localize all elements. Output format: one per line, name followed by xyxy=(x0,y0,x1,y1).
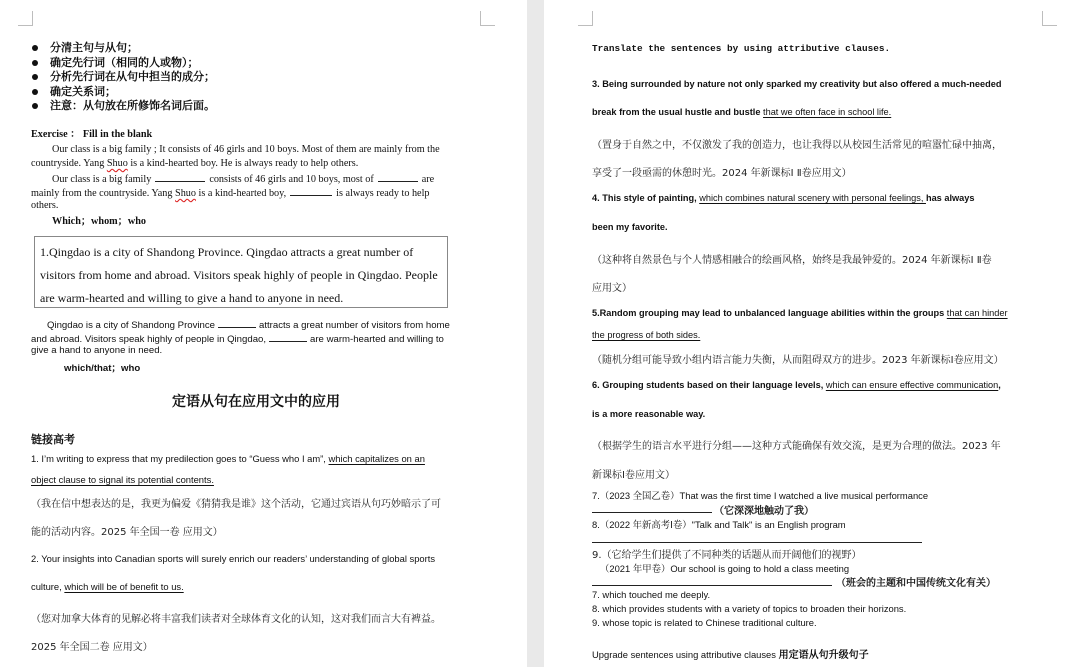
translation-3: （置身于自然之中，不仅激发了我的创造力，也让我得以从校园生活常见的喧嚣忙碌中抽离， xyxy=(592,140,1002,151)
box-line: 1.Qingdao is a city of Shandong Province. Qingdao attracts a great number of xyxy=(40,245,414,259)
document-page-left xyxy=(0,0,527,667)
translation-6: 新课标Ⅰ卷应用文） xyxy=(592,470,675,481)
answer-item: 7. which touched me deeply. xyxy=(592,589,711,600)
exercise-text: countryside. Yang Shuo is a kind-hearted boy. He is always ready to help others. xyxy=(31,158,359,169)
blank-field[interactable] xyxy=(378,171,418,182)
bullet-icon xyxy=(32,45,38,51)
sentence-8: 8.（2022 年新高考Ⅰ卷）"Talk and Talk" is an English program xyxy=(592,519,846,530)
footer-note: Upgrade sentences using attributive clauses 用定语从句升级句子 xyxy=(592,649,869,661)
fill-text: give a hand to anyone in need. xyxy=(31,345,163,356)
sentence-3: 3. Being surrounded by nature not only sparked my creativity but also offered a much-needed xyxy=(592,79,1002,89)
hint-7: （它深深地触动了我） xyxy=(714,506,814,517)
bullet-icon xyxy=(32,60,38,66)
answer-line[interactable] xyxy=(592,512,712,513)
item-translation: 能的活动内容。2025 年全国一卷 应用文） xyxy=(31,527,223,538)
blank-field[interactable] xyxy=(290,185,332,196)
hint-9b: （班会的主题和中国传统文化有关） xyxy=(836,578,996,589)
example-box xyxy=(34,236,448,308)
crop-mark xyxy=(480,11,495,26)
bullet-icon xyxy=(32,103,38,109)
instruction: Translate the sentences by using attributive clauses. xyxy=(592,43,891,54)
sentence-3: break from the usual hustle and bustle that we often face in school life. xyxy=(592,107,892,117)
exercise-heading: Exercise ： Fill in the blank xyxy=(31,129,153,140)
bullet-item: 确定关系词； xyxy=(32,85,215,100)
answer-item: 8. which provides students with a variety of topics to broaden their horizons. xyxy=(592,603,907,614)
item-text: culture, which will be of benefit to us. xyxy=(31,581,184,592)
exercise-text: others. xyxy=(31,200,59,211)
exercise-answers: Which；whom；who xyxy=(52,216,146,227)
translation-5: （随机分组可能导致小组内语言能力失衡，从而阻碍双方的进步。2023 年新课标Ⅰ卷应用文） xyxy=(592,355,1004,366)
item-text: 1. I’m writing to express that my predilection goes to “Guess who I am”, which capitalizes on an xyxy=(31,453,425,464)
crop-mark xyxy=(1042,11,1057,26)
section-title: 定语从句在应用文中的应用 xyxy=(172,394,340,410)
bullet-item: 分清主句与从句； xyxy=(32,41,215,56)
item-translation: 2025 年全国二卷 应用文） xyxy=(31,642,153,653)
bullet-item: 注意：从句放在所修饰名词后面。 xyxy=(32,99,215,114)
bullet-icon xyxy=(32,89,38,95)
translation-4: 应用文） xyxy=(592,283,632,294)
hint-9: 9.（它给学生们提供了不同种类的话题从而开阔他们的视野） xyxy=(592,550,862,561)
link-label: 链接高考 xyxy=(31,433,75,446)
answer-line[interactable] xyxy=(592,542,922,543)
crop-mark xyxy=(578,11,593,26)
fill-text: Qingdao is a city of Shandong Province attracts a great number of visitors from home xyxy=(47,317,450,331)
bullet-item: 分析先行词在从句中担当的成分； xyxy=(32,70,215,85)
fill-answers: which/that；who xyxy=(64,363,141,374)
sentence-5: the progress of both sides. xyxy=(592,330,701,340)
sentence-4: been my favorite. xyxy=(592,222,668,232)
exercise-text: Our class is a big family ; It consists of 46 girls and 10 boys. Most of them are mainly from the xyxy=(52,144,440,155)
item-text: object clause to signal its potential contents. xyxy=(31,474,214,485)
crop-mark xyxy=(18,11,33,26)
blank-field[interactable] xyxy=(155,171,205,182)
bullet-list xyxy=(32,41,215,114)
exercise-text: Our class is a big family consists of 46 girls and 10 boys, most of are xyxy=(52,171,434,186)
sentence-5: 5.Random grouping may lead to unbalanced language abilities within the groups that can hinder xyxy=(592,308,1008,318)
fill-text: and abroad. Visitors speak highly of people in Qingdao, are warm-hearted and willing to xyxy=(31,331,444,345)
blank-field[interactable] xyxy=(269,331,307,342)
item-text: 2. Your insights into Canadian sports will surely enrich our readers’ understanding of global sports xyxy=(31,553,436,564)
item-translation: （您对加拿大体育的见解必将丰富我们读者对全球体育文化的认知，这对我们而言大有裨益。 xyxy=(31,614,441,625)
box-line: visitors from home and abroad. Visitors speak highly of people in Qingdao. People xyxy=(40,268,438,282)
item-translation: （我在信中想表达的是，我更为偏爱《猜猜我是谁》这个活动，它通过宾语从句巧妙暗示了可 xyxy=(31,499,441,510)
sentence-4: 4. This style of painting, which combines natural scenery with personal feelings, has always xyxy=(592,193,975,203)
exercise-text: mainly from the countryside. Yang Shuo is a kind-hearted boy, is always ready to help xyxy=(31,185,430,200)
translation-6: （根据学生的语言水平进行分组——这种方式能确保有效交流，是更为合理的做法。2023 年 xyxy=(592,441,1001,452)
translation-4: （这种将自然景色与个人情感相融合的绘画风格，始终是我最钟爱的。2024 年新课标Ⅰ Ⅱ卷 xyxy=(592,255,992,266)
blank-field[interactable] xyxy=(218,317,256,328)
sentence-7: 7.（2023 全国乙卷）That was the first time I watched a live musical performance xyxy=(592,490,929,501)
document-page-right xyxy=(544,0,1080,667)
sentence-6: is a more reasonable way. xyxy=(592,409,706,419)
sentence-6: 6. Grouping students based on their language levels, which can ensure effective communication, xyxy=(592,380,1001,390)
answer-line[interactable] xyxy=(592,585,832,586)
box-line: are warm-hearted and willing to give a hand to anyone in need. xyxy=(40,291,344,305)
translation-3: 享受了一段亟需的休憩时光。2024 年新课标Ⅰ Ⅱ卷应用文） xyxy=(592,168,852,179)
sentence-9: （2021 年甲卷）Our school is going to hold a class meeting xyxy=(600,563,850,574)
answer-item: 9. whose topic is related to Chinese traditional culture. xyxy=(592,617,817,628)
bullet-item: 确定先行词（相同的人或物）； xyxy=(32,56,215,71)
bullet-icon xyxy=(32,74,38,80)
